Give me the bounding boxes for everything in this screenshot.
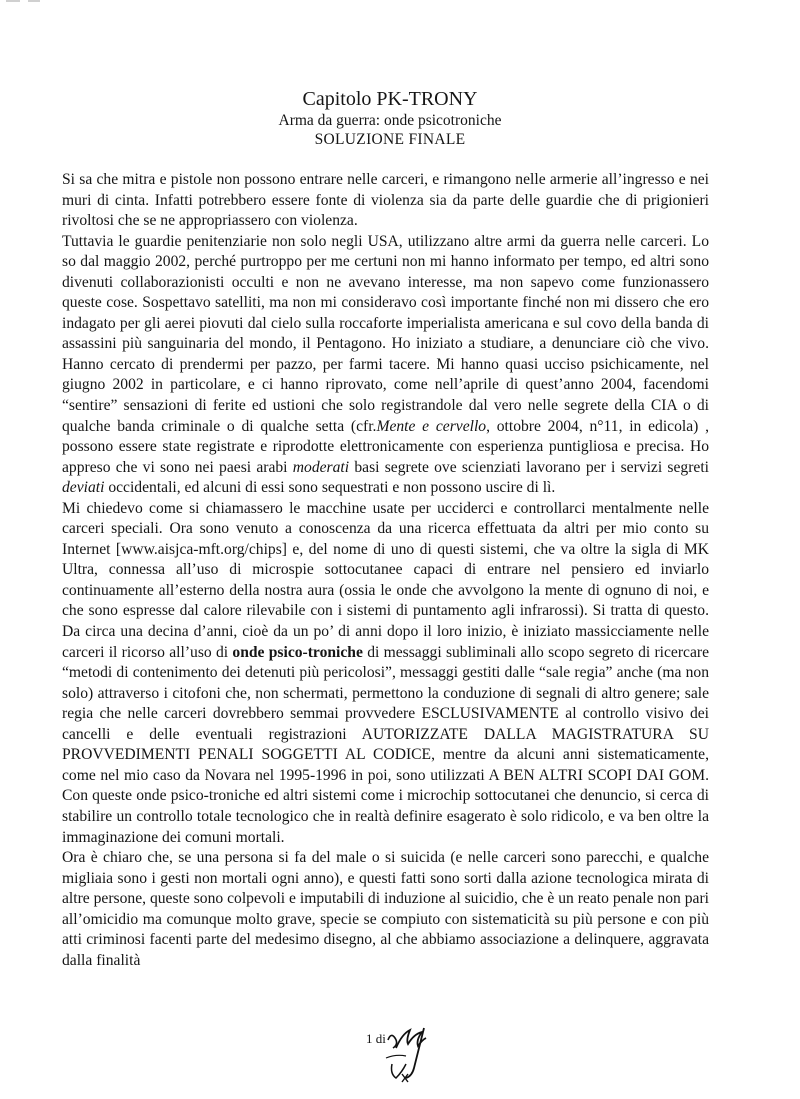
scan-corner-marks — [6, 0, 46, 6]
text-run: Mi chiedevo come si chiamassero le macchine usate per ucciderci e controllarci mentalmente nelle carceri speciali. Ora sono venuto a conoscenza da una ricerca effettuata da altri per mio conto su Internet [www.aisjca-mft.org/chips] e, del nome di uno di questi sistemi, che va oltre la sigla di MK Ultra, connessa all’uso di microspie sottocutanee capaci di entrare nel pensiero ed inviarlo continuamente all’esterno della nostra aura (ossia le onde che avvolgono la mente di ognuno di noi, e che sono espresse dal calore rilevabile con i sistemi di puntamento agli infrarossi). Si tratta di questo. Da circa una decina d’anni, cioè da un po’ di anni dopo il loro inizio, è iniziato massicciamente nelle carceri il ricorso all’uso di — [62, 499, 709, 661]
chapter-title: Capitolo PK-TRONY — [302, 88, 478, 110]
text-run: Tuttavia le guardie penitenziarie non solo negli USA, utilizzano altre armi da guerra nelle carceri. Lo so dal maggio 2002, perché purtroppo per me certuni non mi hanno informato per tempo, ed altri sono divenuti collaborazionisti occulti e non ne avevano interesse, ma non sapevo come funzionassero queste cose. Sospettavo satelliti, ma non mi consideravo così importante finché non mi dissero che ero indagato per gli aerei piovuti dal cielo sulla roccaforte imperialista americana e sul covo della banda di assassini più sanguinaria del mondo, il Pentagono. Ho iniziato a studiare, a denunciare ciò che vivo. Hanno cercato di prendermi per pazzo, per farmi tacere. Mi hanno quasi ucciso psichicamente, nel giugno 2002 in particolare, e ci hanno riprovato, come nell’aprile di quest’anno 2004, facendomi “sentire” sensazioni di ferite ed ustioni che solo registrandole dal vero nelle segrete della CIA o di qualche banda criminale o di qualche setta (cfr. — [62, 232, 709, 435]
text-run: Si sa che mitra e pistole non possono entrare nelle carceri, e rimangono nelle armerie all’ingresso e nei muri di cinta. Infatti potrebbero essere fonte di violenza sia da parte delle guardie che di prigionieri rivoltosi che se ne appropriassero con violenza. — [62, 171, 709, 230]
paragraph — [62, 848, 709, 971]
italic-text: deviati — [62, 479, 105, 497]
document-body — [62, 170, 709, 971]
handwritten-signature — [358, 1018, 438, 1088]
bold-text: onde psico-troniche — [232, 643, 363, 661]
italic-text: moderati — [292, 458, 350, 476]
chapter-subtitle-2: SOLUZIONE FINALE — [314, 131, 466, 148]
paragraph — [62, 232, 709, 499]
text-run: occidentali, ed alcuni di essi sono sequestrati e non possono uscire di lì. — [104, 479, 556, 497]
paragraph — [62, 499, 709, 848]
text-run: Ora è chiaro che, se una persona si fa del male o si suicida (e nelle carceri sono parecchi, e qualche migliaia sono i gesti non mortali ogni anno), e questi fatti sono sorti dalla azione tecnologica mirata di altre persone, queste sono colpevoli e imputabili di induzione al suicidio, che è un reato penale non pari all’omicidio ma comunque molto grave, specie se compiuto con sistematicità su più persone e con più atti criminosi facenti parte del medesimo disegno, al che abbiamo associazione a delinquere, aggravata dalla finalità — [62, 849, 709, 969]
italic-text: Mente e cervello — [376, 417, 487, 435]
text-run: , ottobre 2004, n°11, in edicola) , possono essere state registrate e riprodotte elettronicamente con esperienza puntigliosa e precisa. Ho appreso che vi sono nei paesi arabi — [62, 417, 709, 476]
paragraph — [62, 170, 709, 232]
document-header — [0, 86, 760, 150]
text-run: di messaggi subliminali allo scopo segreto di ricercare “metodi di contenimento dei detenuti più pericolosi”, messaggi gestiti dalle “sale regia” anche (ma non solo) attraverso i citofoni che, non schermati, permettono la conduzione di segnali di altro genere; sale regia che nelle carceri dovrebbero semmai provvedere ESCLUSIVAMENTE al controllo visivo dei cancelli e delle eventuali registrazioni AUTORIZZATE DALLA MAGISTRATURA SU PROVVEDIMENTI PENALI SOGGETTI AL CODICE, mentre da alcuni anni sistematicamente, come nel mio caso da Novara nel 1995-1996 in poi, sono utilizzati A BEN ALTRI SCOPI DAI GOM. Con queste onde psico-troniche ed altri sistemi come i microchip sottocutanei che denuncio, si cerca di stabilire un controllo totale tecnologico che in realtà definire esagerato è solo ridicolo, e va ben oltre la immaginazione dei comuni mortali. — [62, 643, 710, 846]
chapter-subtitle: Arma da guerra: onde psicotroniche — [278, 112, 502, 129]
text-run: basi segrete ove scienziati lavorano per i servizi segreti — [349, 458, 709, 476]
page-number: 1 di — [366, 1031, 386, 1046]
